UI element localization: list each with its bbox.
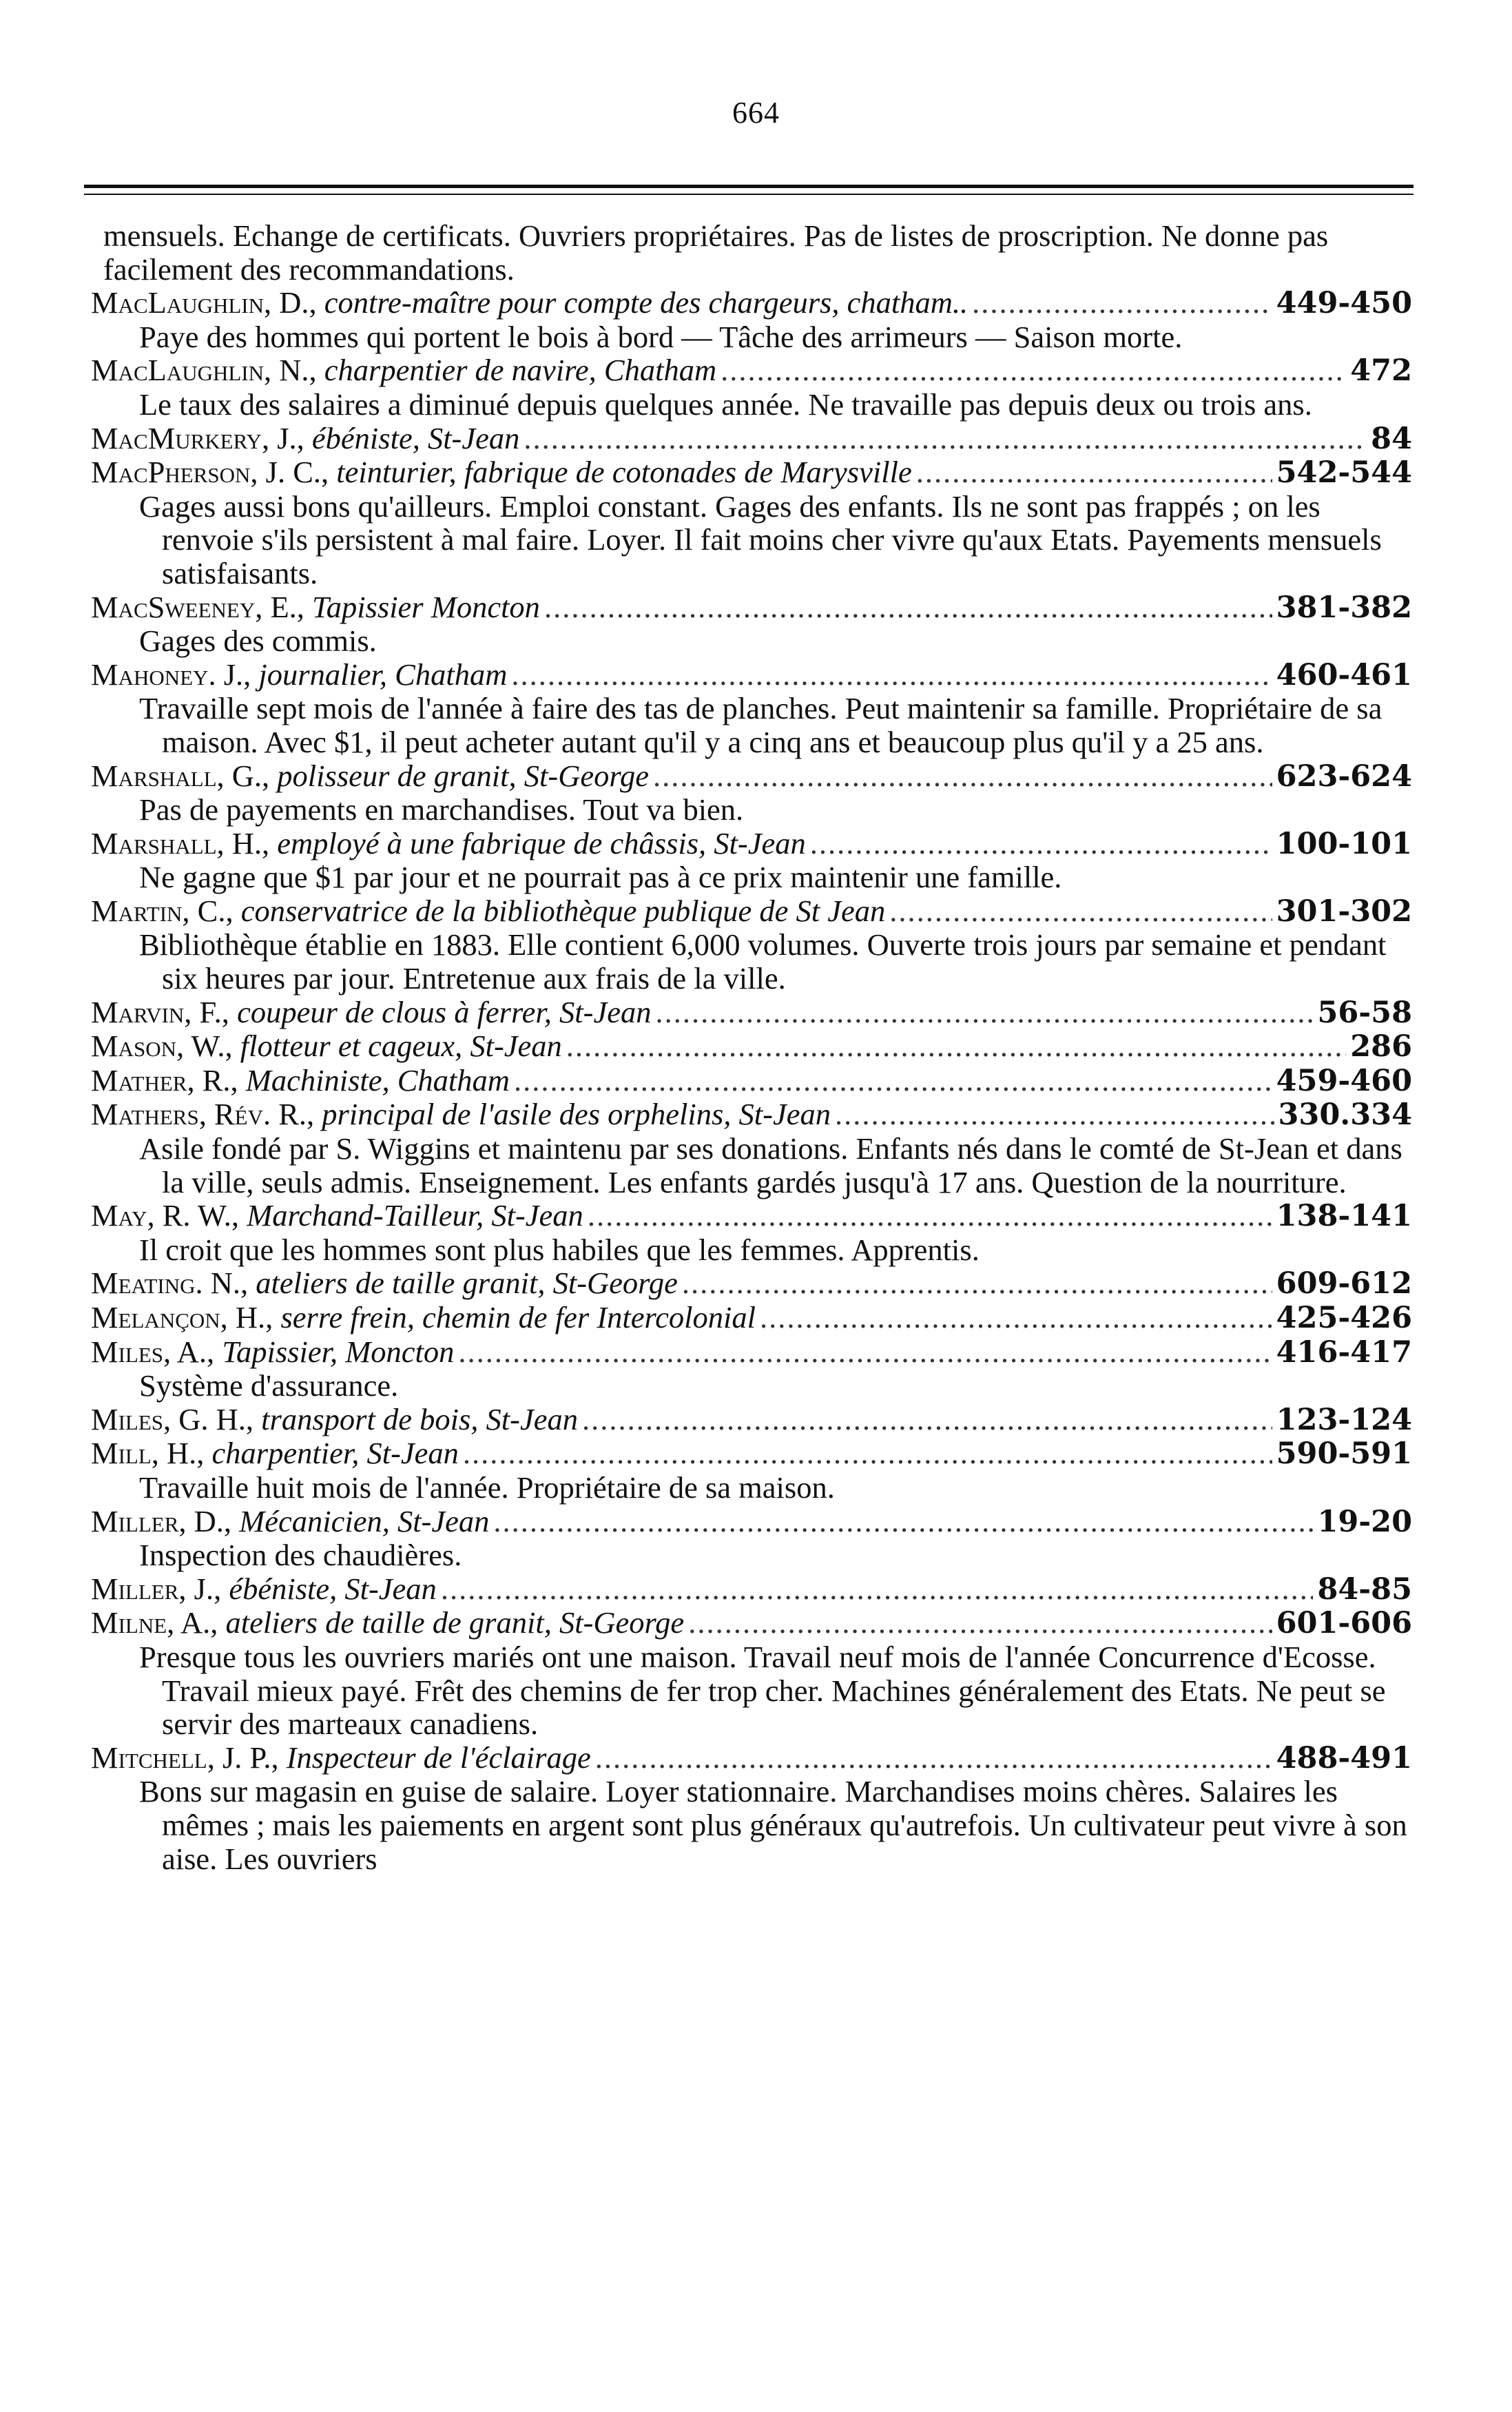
index-entry — [91, 1199, 1412, 1233]
entry-note: Le taux des salaires a diminué depuis quelques année. Ne travaille pas depuis deux ou trois ans. — [139, 386, 1312, 422]
dot-leader — [566, 1029, 1346, 1063]
dot-leader — [588, 1199, 1272, 1233]
entry-note: Bons sur magasin en guise de salaire. Loyer stationnaire. Marchandises moins chères. Salaires les mêmes ; mais les paiements en argent sont plus généraux qu'autrefois. Un cultivateur peut vivre à son aise. Les ouvriers — [139, 1774, 1407, 1876]
entry-name: Mahoney. J., — [91, 657, 251, 692]
index-entry — [91, 1266, 1412, 1301]
dot-leader — [493, 1505, 1313, 1538]
header-rule-thick — [84, 185, 1413, 188]
index-entry — [91, 894, 1412, 929]
entry-name: Meating. N., — [91, 1266, 249, 1301]
index-entry — [91, 422, 1412, 456]
entry-pages: 609-612 — [1276, 1266, 1412, 1301]
entry-note: Bibliothèque établie en 1883. Elle contient 6,000 volumes. Ouverte trois jours par semaine et pendant six heures par jour. Entretenue aux frais de la ville. — [139, 927, 1387, 996]
entry-name: MacMurkery, J., — [91, 420, 304, 455]
index-entry — [91, 996, 1412, 1030]
entry-pages: 138-141 — [1276, 1199, 1412, 1234]
index-entry — [91, 1572, 1412, 1607]
entry-pages: 459-460 — [1276, 1063, 1412, 1098]
entry-name: Marvin, F., — [91, 994, 229, 1029]
entry-description: principal de l'asile des orphelins, St-Jean — [322, 1097, 831, 1132]
entry-pages: 542-544 — [1276, 455, 1412, 491]
entry-name: Melançon, H., — [91, 1300, 273, 1334]
entry-description: transport de bois, St-Jean — [261, 1401, 578, 1436]
entry-description: coupeur de clous à ferrer, St-Jean — [237, 994, 652, 1029]
index-entry — [91, 759, 1412, 794]
entry-description: Marchand-Tailleur, St-Jean — [247, 1198, 583, 1233]
index-entry — [91, 1097, 1412, 1132]
index-entry — [91, 353, 1412, 388]
entry-name: May, R. W., — [91, 1198, 240, 1233]
entry-name: Miller, D., — [91, 1503, 232, 1538]
index-entry — [91, 286, 1412, 320]
entry-name: Mathers, Rév. R., — [91, 1097, 315, 1132]
index-entry — [91, 1741, 1412, 1775]
entry-note: Gages aussi bons qu'ailleurs. Emploi constant. Gages des enfants. Ils ne sont pas frappés ; on les renvoie s'ils persistent à mal faire. Loyer. Il fait moins cher vivre qu'aux Etats. Payements mensuels satisfaisants. — [139, 488, 1382, 590]
entry-name: Marshall, H., — [91, 825, 270, 860]
index-entry — [91, 658, 1412, 692]
entry-note: Presque tous les ouvriers mariés ont une maison. Travail neuf mois de l'année Concurrence d'Ecosse. Travail mieux payé. Frêt des chemins de fer trop cher. Machines généralement des Etats. Ne peut se servir des marteaux canadiens. — [139, 1639, 1386, 1742]
dot-leader — [441, 1572, 1314, 1606]
entry-description: ébéniste, St-Jean — [229, 1571, 437, 1606]
entry-name: Miles, A., — [91, 1334, 215, 1369]
entry-description: polisseur de granit, St-George — [277, 758, 649, 793]
entry-pages: 449-450 — [1276, 286, 1412, 321]
entry-description: charpentier, St-Jean — [211, 1436, 459, 1471]
entry-pages: 601-606 — [1276, 1606, 1412, 1641]
entry-pages: 100-101 — [1276, 826, 1412, 861]
entry-name: MacLaughlin, D., — [91, 285, 317, 320]
entry-note: Travaille huit mois de l'année. Propriétaire de sa maison. — [139, 1470, 835, 1505]
entry-note: Système d'assurance. — [139, 1368, 399, 1403]
entry-note: Il croit que les hommes sont plus habiles que les femmes. Apprentis. — [139, 1232, 980, 1267]
entry-note: Gages des commis. — [139, 623, 377, 659]
entry-name: Miles, G. H., — [91, 1401, 254, 1436]
dot-leader — [511, 658, 1272, 692]
dot-leader — [835, 1097, 1274, 1131]
index-list — [91, 218, 1412, 1876]
entry-name: MacPherson, J. C., — [91, 455, 329, 490]
entry-description: ébéniste, St-Jean — [311, 420, 520, 455]
entry-name: Miller, J., — [91, 1571, 222, 1606]
entry-note: Asile fondé par S. Wiggins et maintenu par ses donations. Enfants nés dans le comté de St-Jean et dans la ville, seuls admis. Enseignement. Les enfants gardés jusqu'à 17 ans. Question de la nourriture. — [139, 1131, 1402, 1199]
entry-pages: 425-426 — [1276, 1301, 1412, 1335]
entry-pages: 84-85 — [1317, 1571, 1412, 1607]
entry-name: Mather, R., — [91, 1062, 238, 1097]
entry-description: Machiniste, Chatham — [245, 1062, 510, 1097]
dot-leader — [721, 353, 1346, 387]
entry-name: Milne, A., — [91, 1605, 218, 1640]
entry-description: serre frein, chemin de fer Intercolonial — [280, 1300, 756, 1334]
entry-note: Ne gagne que $1 par jour et ne pourrait pas à ce prix maintenir une famille. — [139, 860, 1062, 895]
entry-description: ateliers de taille de granit, St-George — [225, 1605, 685, 1640]
entry-pages: 330.334 — [1278, 1097, 1412, 1133]
index-entry — [91, 1335, 1412, 1370]
index-entry — [91, 1606, 1412, 1640]
entry-description: employé à une fabrique de châssis, St-Jean — [277, 825, 806, 860]
index-entry — [91, 1029, 1412, 1064]
entry-pages: 56-58 — [1317, 995, 1412, 1030]
dot-leader — [582, 1403, 1272, 1436]
entry-pages: 460-461 — [1276, 657, 1412, 692]
dot-leader — [682, 1266, 1272, 1300]
entry-pages: 472 — [1350, 353, 1412, 389]
dot-leader — [916, 455, 1272, 489]
entry-pages: 416-417 — [1276, 1334, 1412, 1370]
entry-description: contre-maître pour compte des chargeurs, chatham.. — [324, 285, 969, 320]
entry-description: ateliers de taille granit, St-George — [256, 1266, 678, 1301]
dot-leader — [889, 894, 1272, 928]
entry-pages: 488-491 — [1276, 1740, 1412, 1775]
index-entry — [91, 1505, 1412, 1539]
entry-description: teinturier, fabrique de cotonades de Marysville — [336, 455, 912, 490]
entry-pages: 286 — [1350, 1029, 1412, 1064]
entry-pages: 301-302 — [1276, 894, 1412, 929]
entry-description: Tapissier Moncton — [312, 589, 540, 624]
dot-leader — [760, 1301, 1272, 1334]
dot-leader — [688, 1606, 1272, 1640]
entry-pages: 123-124 — [1276, 1402, 1412, 1437]
entry-description: journalier, Chatham — [258, 657, 508, 692]
entry-pages: 590-591 — [1276, 1436, 1412, 1472]
entry-name: Martin, C., — [91, 893, 234, 928]
entry-pages: 381-382 — [1276, 590, 1412, 625]
entry-description: Inspecteur de l'éclairage — [286, 1740, 591, 1775]
entry-note: Pas de payements en marchandises. Tout va bien. — [139, 792, 744, 827]
entry-pages: 84 — [1371, 421, 1412, 456]
entry-description: Tapissier, Moncton — [222, 1334, 455, 1369]
dot-leader — [514, 1064, 1272, 1097]
index-entry — [91, 455, 1412, 490]
entry-note: Inspection des chaudières. — [139, 1538, 462, 1573]
index-entry — [91, 1301, 1412, 1335]
entry-name: Marshall, G., — [91, 758, 270, 793]
entry-name: Mitchell, J. P., — [91, 1740, 279, 1775]
entry-note: Travaille sept mois de l'année à faire des tas de planches. Peut maintenir sa famille. Propriétaire de sa maison. Avec $1, il peut acheter autant qu'il y a cinq ans et beaucoup plus qu'il y a 25 ans. — [139, 691, 1382, 759]
index-entry — [91, 1436, 1412, 1471]
dot-leader — [463, 1436, 1272, 1470]
entry-description: flotteur et cageux, St-Jean — [240, 1029, 562, 1064]
dot-leader — [653, 759, 1272, 793]
entry-name: MacSweeney, E., — [91, 589, 304, 624]
entry-name: Mill, H., — [91, 1436, 205, 1471]
index-entry — [91, 827, 1412, 861]
entry-description: charpentier de navire, Chatham — [324, 353, 717, 388]
dot-leader — [524, 422, 1367, 455]
index-entry — [91, 1064, 1412, 1098]
index-entry — [91, 590, 1412, 625]
entry-name: Mason, W., — [91, 1029, 233, 1064]
page-number: 664 — [732, 96, 780, 130]
dot-leader — [972, 286, 1272, 320]
index-entry — [91, 1403, 1412, 1437]
header-rule-thin — [84, 194, 1413, 195]
dot-leader — [458, 1335, 1272, 1369]
entry-description: conservatrice de la bibliothèque publique de St Jean — [240, 893, 886, 928]
entry-note: Paye des hommes qui portent le bois à bord — Tâche des arrimeurs — Saison morte. — [139, 319, 1183, 354]
entry-pages: 623-624 — [1276, 759, 1412, 794]
entry-pages: 19-20 — [1317, 1504, 1412, 1539]
entry-name: MacLaughlin, N., — [91, 353, 317, 388]
entry-description: Mécanicien, St-Jean — [239, 1503, 490, 1538]
continuation-text: mensuels. Echange de certificats. Ouvriers propriétaires. Pas de listes de proscription. Ne donne pas facilement des recommandations. — [103, 218, 1329, 287]
dot-leader — [810, 827, 1272, 860]
dot-leader — [656, 996, 1314, 1029]
dot-leader — [595, 1741, 1272, 1775]
dot-leader — [544, 590, 1272, 624]
